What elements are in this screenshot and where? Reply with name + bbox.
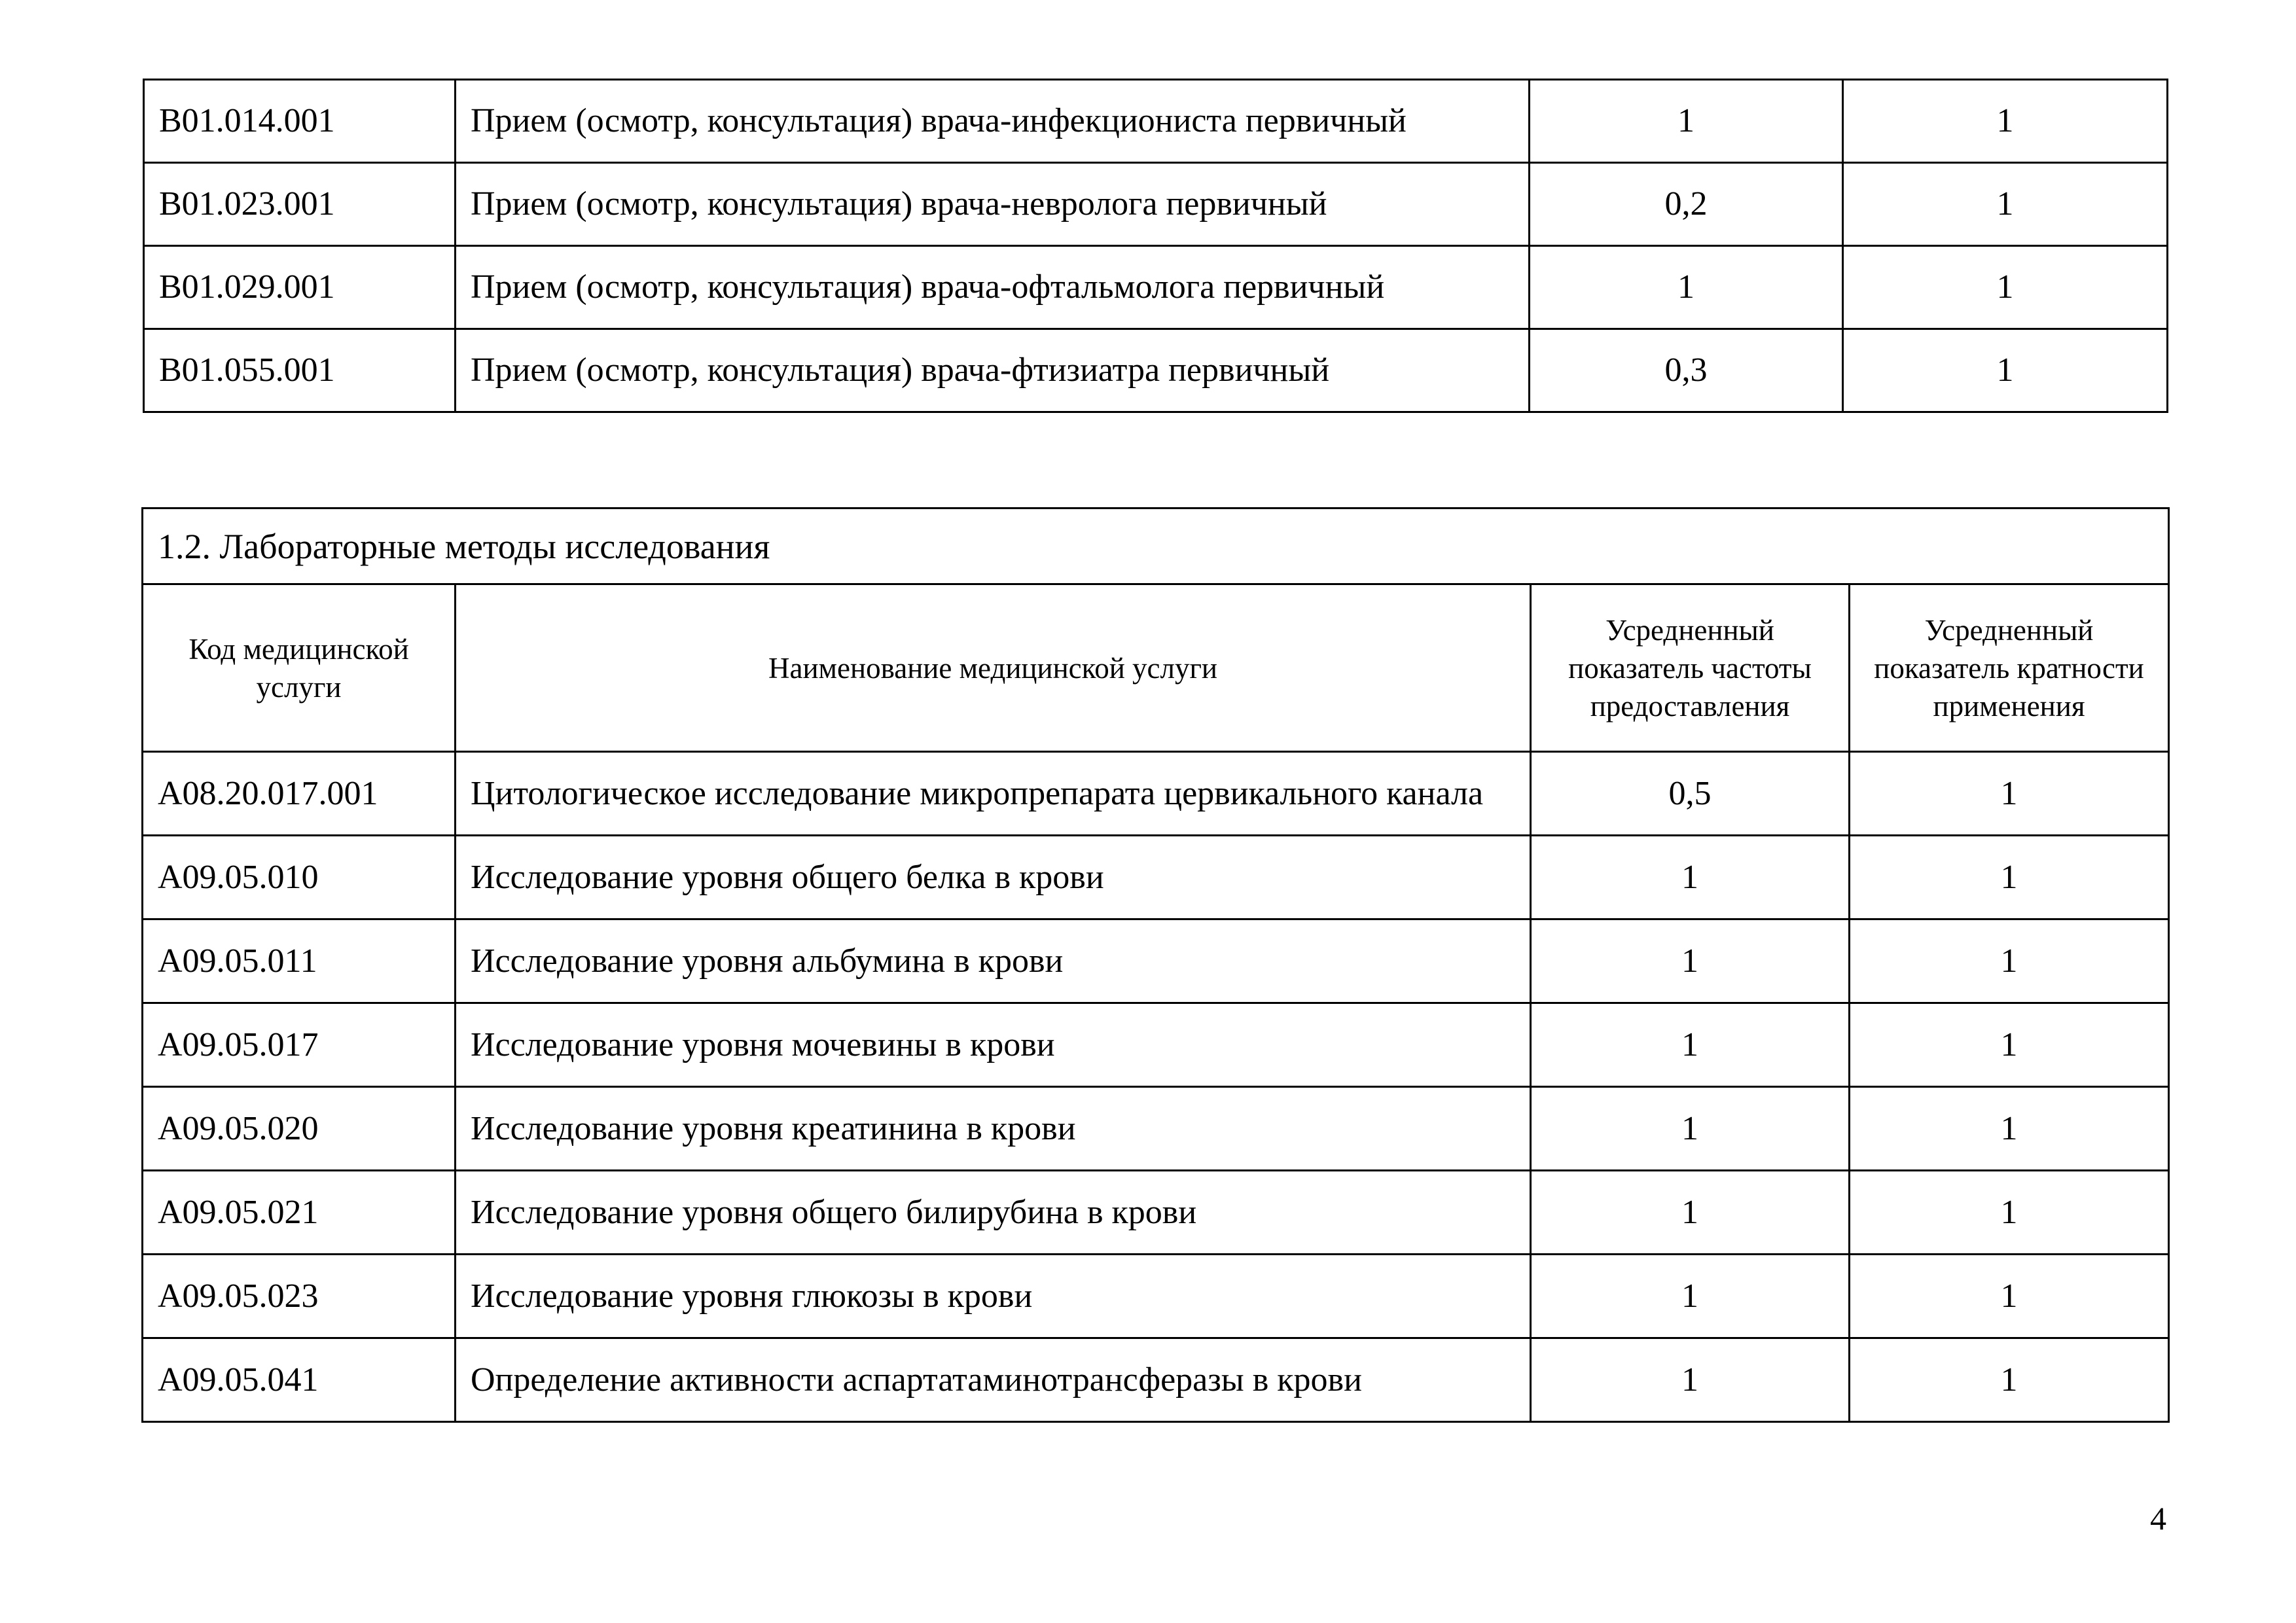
multiplicity-cell: 1 bbox=[1850, 752, 2169, 836]
service-name-cell: Исследование уровня креатинина в крови bbox=[456, 1087, 1531, 1171]
service-name-cell: Исследование уровня альбумина в крови bbox=[456, 919, 1531, 1003]
service-name-cell: Прием (осмотр, консультация) врача-невролога первичный bbox=[456, 163, 1530, 246]
service-code-cell: A09.05.011 bbox=[143, 919, 456, 1003]
frequency-cell: 1 bbox=[1531, 836, 1850, 919]
service-name-cell: Прием (осмотр, консультация) врача-офтальмолога первичный bbox=[456, 246, 1530, 329]
frequency-cell: 0,3 bbox=[1530, 329, 1843, 412]
frequency-cell: 1 bbox=[1531, 1255, 1850, 1338]
frequency-cell: 1 bbox=[1531, 919, 1850, 1003]
header-row bbox=[143, 584, 2169, 752]
multiplicity-cell: 1 bbox=[1843, 329, 2168, 412]
multiplicity-cell: 1 bbox=[1850, 919, 2169, 1003]
table-row bbox=[143, 752, 2169, 836]
table-row bbox=[144, 80, 2168, 163]
multiplicity-cell: 1 bbox=[1850, 1171, 2169, 1255]
multiplicity-cell: 1 bbox=[1850, 1255, 2169, 1338]
table-row bbox=[144, 163, 2168, 246]
header-code: Код медицинской услуги bbox=[143, 584, 456, 752]
service-code-cell: A09.05.041 bbox=[143, 1338, 456, 1422]
table-row bbox=[143, 919, 2169, 1003]
section-title: 1.2. Лабораторные методы исследования bbox=[143, 508, 2169, 584]
frequency-cell: 1 bbox=[1531, 1171, 1850, 1255]
frequency-cell: 0,2 bbox=[1530, 163, 1843, 246]
multiplicity-cell: 1 bbox=[1843, 163, 2168, 246]
service-name-cell: Определение активности аспартатаминотрансферазы в крови bbox=[456, 1338, 1531, 1422]
multiplicity-cell: 1 bbox=[1850, 1338, 2169, 1422]
service-code-cell: A09.05.023 bbox=[143, 1255, 456, 1338]
multiplicity-cell: 1 bbox=[1850, 836, 2169, 919]
frequency-cell: 1 bbox=[1531, 1338, 1850, 1422]
page-number: 4 bbox=[2150, 1500, 2166, 1537]
section-title-row bbox=[143, 508, 2169, 584]
frequency-cell: 1 bbox=[1530, 80, 1843, 163]
multiplicity-cell: 1 bbox=[1850, 1087, 2169, 1171]
service-code-cell: B01.055.001 bbox=[144, 329, 456, 412]
table-row bbox=[143, 1087, 2169, 1171]
lab-methods-table bbox=[141, 507, 2170, 1423]
service-code-cell: A09.05.020 bbox=[143, 1087, 456, 1171]
consultations-table bbox=[143, 79, 2168, 413]
table-row bbox=[143, 1338, 2169, 1422]
table-row bbox=[143, 1171, 2169, 1255]
service-name-cell: Исследование уровня общего билирубина в крови bbox=[456, 1171, 1531, 1255]
service-code-cell: B01.014.001 bbox=[144, 80, 456, 163]
multiplicity-cell: 1 bbox=[1850, 1003, 2169, 1087]
service-code-cell: A09.05.021 bbox=[143, 1171, 456, 1255]
frequency-cell: 0,5 bbox=[1531, 752, 1850, 836]
table-row bbox=[143, 1255, 2169, 1338]
service-name-cell: Прием (осмотр, консультация) врача-фтизиатра первичный bbox=[456, 329, 1530, 412]
multiplicity-cell: 1 bbox=[1843, 246, 2168, 329]
service-code-cell: A09.05.010 bbox=[143, 836, 456, 919]
multiplicity-cell: 1 bbox=[1843, 80, 2168, 163]
service-code-cell: B01.023.001 bbox=[144, 163, 456, 246]
table-row bbox=[143, 836, 2169, 919]
frequency-cell: 1 bbox=[1530, 246, 1843, 329]
header-multiplicity: Усредненный показатель кратности применения bbox=[1850, 584, 2169, 752]
table-row bbox=[144, 246, 2168, 329]
table-row bbox=[143, 1003, 2169, 1087]
service-name-cell: Исследование уровня общего белка в крови bbox=[456, 836, 1531, 919]
header-frequency: Усредненный показатель частоты предоставления bbox=[1531, 584, 1850, 752]
service-code-cell: B01.029.001 bbox=[144, 246, 456, 329]
service-name-cell: Исследование уровня мочевины в крови bbox=[456, 1003, 1531, 1087]
table-row bbox=[144, 329, 2168, 412]
service-code-cell: A09.05.017 bbox=[143, 1003, 456, 1087]
frequency-cell: 1 bbox=[1531, 1003, 1850, 1087]
service-code-cell: A08.20.017.001 bbox=[143, 752, 456, 836]
header-name: Наименование медицинской услуги bbox=[456, 584, 1531, 752]
service-name-cell: Исследование уровня глюкозы в крови bbox=[456, 1255, 1531, 1338]
service-name-cell: Прием (осмотр, консультация) врача-инфекциониста первичный bbox=[456, 80, 1530, 163]
frequency-cell: 1 bbox=[1531, 1087, 1850, 1171]
service-name-cell: Цитологическое исследование микропрепарата цервикального канала bbox=[456, 752, 1531, 836]
